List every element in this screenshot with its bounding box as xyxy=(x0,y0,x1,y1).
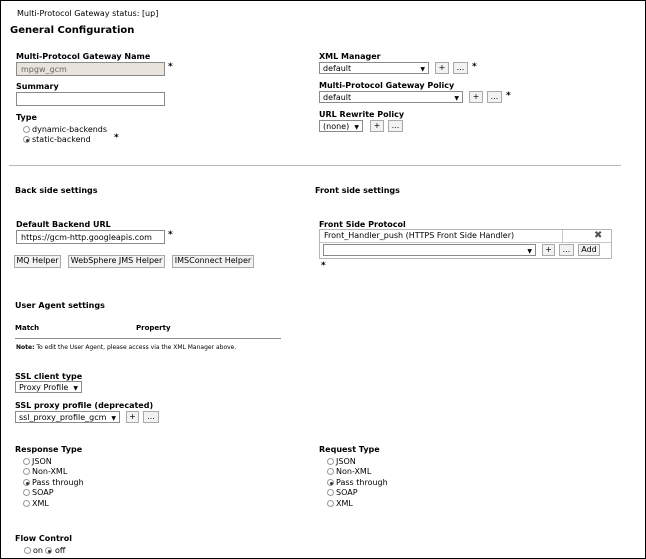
dropdown-arrow-icon: ▼ xyxy=(527,248,532,255)
front-handler-select[interactable] xyxy=(323,244,536,256)
url-rewrite-add-button[interactable]: + xyxy=(370,120,384,132)
response-radio-xml[interactable] xyxy=(23,500,30,507)
required-marker: * xyxy=(506,91,511,101)
url-rewrite-value: (none) xyxy=(323,122,350,131)
ssl-client-type-select[interactable] xyxy=(15,381,82,393)
ssl-proxy-profile-value: ssl_proxy_profile_gcm xyxy=(19,413,107,422)
ssl-proxy-add-button[interactable]: + xyxy=(126,411,139,423)
imsconnect-helper-button[interactable]: IMSConnect Helper xyxy=(172,255,254,268)
flow-control-radio-on[interactable] xyxy=(24,547,31,554)
mpg-policy-label: Multi-Protocol Gateway Policy xyxy=(319,81,455,90)
response-radio-nonxml[interactable] xyxy=(23,468,30,475)
request-option-json: JSON xyxy=(336,457,356,466)
mpg-policy-select[interactable] xyxy=(319,91,463,103)
type-option-static: static-backend xyxy=(32,135,91,144)
request-radio-xml[interactable] xyxy=(327,500,334,507)
request-radio-passthrough[interactable] xyxy=(327,479,334,486)
xml-manager-select[interactable] xyxy=(319,62,429,74)
websphere-jms-helper-button[interactable]: WebSphere JMS Helper xyxy=(68,255,165,268)
response-option-json: JSON xyxy=(32,457,52,466)
dropdown-arrow-icon: ▼ xyxy=(420,66,425,73)
url-rewrite-edit-button[interactable]: ... xyxy=(388,120,403,132)
status-value: [up] xyxy=(141,9,159,18)
row-divider xyxy=(320,242,611,243)
note-text: To edit the User Agent, please access via the XML Manager above. xyxy=(36,344,237,351)
request-radio-soap[interactable] xyxy=(327,489,334,496)
type-label: Type xyxy=(16,113,37,122)
dropdown-arrow-icon: ▼ xyxy=(354,124,359,131)
request-option-soap: SOAP xyxy=(336,488,358,497)
backend-url-input[interactable]: https://gcm-http.googleapis.com xyxy=(16,230,165,244)
flow-control-option-off: off xyxy=(55,546,66,555)
front-handler-edit-button[interactable]: ... xyxy=(559,244,574,256)
url-rewrite-select[interactable] xyxy=(319,120,363,132)
front-handler-add-button[interactable]: Add xyxy=(578,244,600,256)
required-marker: * xyxy=(472,62,477,72)
cell-divider xyxy=(562,230,563,242)
mq-helper-button[interactable]: MQ Helper xyxy=(14,255,61,268)
flow-control-label: Flow Control xyxy=(15,534,72,543)
front-handler-entry: Front_Handler_push (HTTPS Front Side Handler) xyxy=(324,231,515,240)
response-radio-passthrough[interactable] xyxy=(23,479,30,486)
request-type-label: Request Type xyxy=(319,445,380,454)
ssl-proxy-profile-select[interactable] xyxy=(15,411,120,423)
flow-control-radio-off[interactable] xyxy=(45,547,52,554)
request-option-xml: XML xyxy=(336,499,353,508)
gateway-status xyxy=(17,9,158,18)
section-divider xyxy=(9,165,621,166)
ssl-client-type-label: SSL client type xyxy=(15,372,83,381)
response-option-nonxml: Non-XML xyxy=(32,467,68,476)
flow-control-option-on: on xyxy=(33,546,43,555)
ssl-proxy-profile-label: SSL proxy profile (deprecated) xyxy=(15,401,154,410)
response-radio-soap[interactable] xyxy=(23,489,30,496)
required-marker: * xyxy=(168,62,173,72)
backend-url-label: Default Backend URL xyxy=(16,220,111,229)
gateway-name-label: Multi-Protocol Gateway Name xyxy=(16,52,151,61)
column-match: Match xyxy=(15,324,40,332)
mpg-policy-value: default xyxy=(323,93,352,102)
required-marker: * xyxy=(321,261,326,271)
column-property: Property xyxy=(136,324,171,332)
mpg-policy-add-button[interactable]: + xyxy=(469,91,483,103)
request-radio-nonxml[interactable] xyxy=(327,468,334,475)
required-marker: * xyxy=(114,133,119,143)
response-type-label: Response Type xyxy=(15,445,83,454)
ssl-proxy-edit-button[interactable]: ... xyxy=(143,411,159,423)
status-label: Multi-Protocol Gateway status: xyxy=(17,9,140,18)
response-option-passthrough: Pass through xyxy=(32,478,84,487)
type-radio-static[interactable] xyxy=(23,136,30,143)
ssl-client-type-value: Proxy Profile xyxy=(19,383,69,392)
url-rewrite-label: URL Rewrite Policy xyxy=(319,110,405,119)
user-agent-title: User Agent settings xyxy=(15,301,105,310)
type-option-dynamic: dynamic-backends xyxy=(32,125,108,134)
user-agent-table-rule xyxy=(15,338,281,339)
front-side-protocol-label: Front Side Protocol xyxy=(319,220,406,229)
summary-input[interactable] xyxy=(16,92,165,106)
xml-manager-value: default xyxy=(323,64,352,73)
front-handler-add-new-button[interactable]: + xyxy=(542,244,555,256)
delete-icon[interactable]: ✖ xyxy=(594,230,603,241)
xml-manager-label: XML Manager xyxy=(319,52,381,61)
required-marker: * xyxy=(168,230,173,240)
gateway-name-field: mpgw_gcm xyxy=(16,62,165,76)
request-option-nonxml: Non-XML xyxy=(336,467,372,476)
page-title: General Configuration xyxy=(10,25,135,36)
request-option-passthrough: Pass through xyxy=(336,478,388,487)
mpg-policy-edit-button[interactable]: ... xyxy=(487,91,502,103)
dropdown-arrow-icon: ▼ xyxy=(454,95,459,102)
response-radio-json[interactable] xyxy=(23,458,30,465)
response-option-soap: SOAP xyxy=(32,488,54,497)
response-option-xml: XML xyxy=(32,499,49,508)
xml-manager-add-button[interactable]: + xyxy=(435,62,449,74)
dropdown-arrow-icon: ▼ xyxy=(73,385,78,392)
xml-manager-edit-button[interactable]: ... xyxy=(453,62,468,74)
summary-label: Summary xyxy=(16,82,59,91)
back-side-title: Back side settings xyxy=(15,186,98,195)
dropdown-arrow-icon: ▼ xyxy=(111,415,116,422)
type-radio-dynamic[interactable] xyxy=(23,126,30,133)
front-side-title: Front side settings xyxy=(315,186,400,195)
note-label: Note: xyxy=(16,344,35,351)
user-agent-note xyxy=(16,344,236,351)
request-radio-json[interactable] xyxy=(327,458,334,465)
